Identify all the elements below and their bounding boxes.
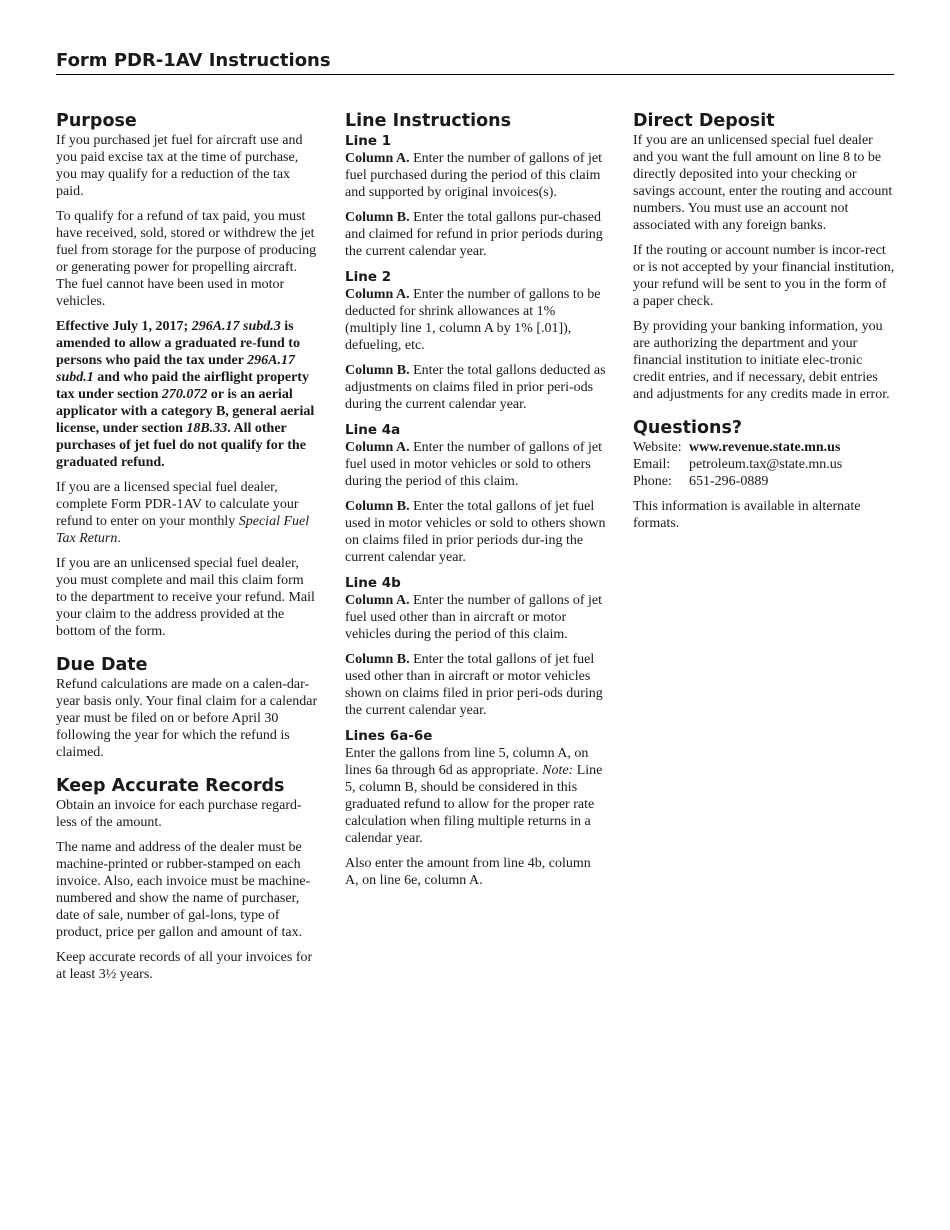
line-4a-column-b-text: Enter the total gallons of jet fuel used in motor vehicles or sold to others shown on claims filed in prior periods dur-ing the current calendar year.: [345, 499, 606, 565]
phone-number: 651-296-0889: [689, 474, 769, 489]
questions-section: [633, 417, 895, 532]
lines-6-paragraph-1: [345, 745, 607, 847]
line-4a-column-a-text: Enter the number of gallons of jet fuel used in motor vehicles or sold to others during the period of this claim.: [345, 440, 603, 489]
column-a-label: Column A.: [345, 593, 410, 608]
return-name: Special Fuel Tax Return: [56, 514, 310, 546]
p3-text-1: Effective July 1, 2017;: [56, 319, 192, 334]
column-right: [633, 110, 895, 546]
website-row: [633, 439, 895, 456]
line-2-column-a-text: Enter the number of gallons to be deducted for shrink allowances at 1% (multiply line 1, column A by 1% [.01]), defueling, etc.: [345, 287, 601, 353]
line-instructions-heading: Line Instructions: [345, 111, 512, 131]
p3-text-2: is amended to allow a graduated re-fund to persons who paid the tax under: [56, 319, 300, 368]
purpose-section: [56, 110, 318, 640]
column-b-label: Column B.: [345, 652, 410, 667]
email-label: Email:: [633, 457, 671, 472]
line-1-section: [345, 132, 607, 260]
records-section: [56, 775, 318, 983]
lines-6-text-2: Line 5, column B, should be considered in this graduated refund to allow for the proper rate calculation when filing multiple returns in a calendar year.: [345, 763, 603, 846]
due-date-section: [56, 654, 318, 761]
line-2-column-b: [345, 362, 607, 413]
line-4b-column-b-text: Enter the total gallons of jet fuel used other than in aircraft or motor vehicles shown on claims filed in prior peri-ods during the current calendar year.: [345, 652, 603, 718]
purpose-paragraph-4: [56, 479, 318, 547]
line-2-column-a: [345, 286, 607, 354]
p3-text-3: and who paid the airflight property tax under section: [56, 370, 309, 402]
p3-text-5: . All other purchases of jet fuel do not qualify for the graduated refund.: [56, 421, 306, 470]
column-b-label: Column B.: [345, 210, 410, 225]
column-middle: [345, 110, 607, 897]
direct-deposit-paragraph-2: If the routing or account number is incor-rect or is not accepted by your financial institution, your refund will be sent to you in the form of a paper check.: [633, 243, 895, 309]
purpose-paragraph-2: To qualify for a refund of tax paid, you must have received, sold, stored or withdrew the jet fuel from storage for the purpose of producing or generating power for propelling aircraft. The fuel cannot have been used in motor vehicles.: [56, 209, 317, 309]
line-1-column-a: [345, 150, 607, 201]
direct-deposit-heading: Direct Deposit: [633, 111, 775, 131]
records-paragraph-2: The name and address of the dealer must be machine-printed or rubber-stamped on each invoice. Also, each invoice must be machine-numbered and show the name of purchaser, date of sale, number of gal-lons, type of product, price per gallon and amount of tax.: [56, 840, 311, 940]
purpose-paragraph-5: If you are an unlicensed special fuel dealer, you must complete and mail this claim form to the department to receive your refund. Mail your claim to the address provided at the bottom of the form.: [56, 556, 315, 639]
direct-deposit-paragraph-3: By providing your banking information, you are authorizing the department and your financial institution to initiate elec-tronic credit entries, and if necessary, debit entries and adjustments for any credits made in error.: [633, 319, 890, 402]
website-label: Website:: [633, 440, 682, 455]
line-1-heading: Line 1: [345, 133, 392, 149]
statute-ref-1: 296A.17 subd.3: [191, 319, 281, 334]
line-1-column-b-text: Enter the total gallons pur-chased and claimed for refund in prior periods during the current calendar year.: [345, 210, 603, 259]
phone-row: [633, 473, 895, 490]
line-4b-column-b: [345, 651, 607, 719]
purpose-paragraph-1: If you purchased jet fuel for aircraft use and you paid excise tax at the time of purchase, you may qualify for a reduction of the tax paid.: [56, 133, 303, 199]
purpose-paragraph-3: [56, 318, 318, 471]
due-date-heading: Due Date: [56, 655, 148, 675]
column-b-label: Column B.: [345, 363, 410, 378]
p3-text-4: or is an aerial applicator with a category B, general aerial license, under section: [56, 387, 315, 436]
line-4b-column-a-text: Enter the number of gallons of jet fuel used other than in aircraft or motor vehicles during the period of this claim.: [345, 593, 603, 642]
line-2-heading: Line 2: [345, 269, 392, 285]
column-a-label: Column A.: [345, 440, 410, 455]
column-a-label: Column A.: [345, 151, 410, 166]
line-1-column-b: [345, 209, 607, 260]
due-date-paragraph: Refund calculations are made on a calen-dar-year basis only. Your final claim for a calendar year must be filed on or before April 30 following the year for which the refund is claimed.: [56, 677, 318, 760]
records-paragraph-1: Obtain an invoice for each purchase regard-less of the amount.: [56, 798, 302, 830]
column-left: [56, 110, 318, 997]
direct-deposit-paragraph-1: If you are an unlicensed special fuel dealer and you want the full amount on line 8 to be directly deposited into your checking or savings account, enter the routing and account numbers. You must use an account not associated with any foreign banks.: [633, 133, 893, 233]
statute-ref-3: 270.072: [161, 387, 208, 402]
lines-6-text-1: Enter the gallons from line 5, column A, on lines 6a through 6d as appropriate.: [345, 746, 589, 778]
purpose-heading: Purpose: [56, 111, 137, 131]
records-paragraph-3: Keep accurate records of all your invoices for at least 3½ years.: [56, 950, 313, 982]
lines-6-paragraph-2: Also enter the amount from line 4b, column A, on line 6e, column A.: [345, 856, 591, 888]
line-4b-column-a: [345, 592, 607, 643]
line-1-column-a-text: Enter the number of gallons of jet fuel purchased during the period of this claim and supported by original invoices(s).: [345, 151, 603, 200]
direct-deposit-section: [633, 110, 895, 403]
line-2-section: [345, 268, 607, 413]
column-b-label: Column B.: [345, 499, 410, 514]
page-header: [56, 50, 894, 75]
line-4b-section: [345, 574, 607, 719]
alternate-formats-note: This information is available in alternate formats.: [633, 499, 861, 531]
line-4a-heading: Line 4a: [345, 422, 401, 438]
p4-text-1: If you are a licensed special fuel dealer, complete Form PDR-1AV to calculate your refund to enter on your monthly: [56, 480, 299, 529]
lines-6-heading: Lines 6a-6e: [345, 728, 433, 744]
email-row: [633, 456, 895, 473]
email-link[interactable]: petroleum.tax@state.mn.us: [689, 457, 843, 472]
records-heading: Keep Accurate Records: [56, 776, 285, 796]
line-4a-column-b: [345, 498, 607, 566]
line-4b-heading: Line 4b: [345, 575, 401, 591]
line-4a-column-a: [345, 439, 607, 490]
statute-ref-2: 296A.17 subd.1: [56, 353, 295, 385]
line-4a-section: [345, 421, 607, 566]
note-label: Note:: [542, 763, 574, 778]
statute-ref-4: 18B.33: [186, 421, 228, 436]
website-link[interactable]: www.revenue.state.mn.us: [689, 440, 841, 455]
page-title: Form PDR-1AV Instructions: [56, 50, 331, 71]
line-2-column-b-text: Enter the total gallons deducted as adjustments on claims filed in prior peri-ods during the current calendar year.: [345, 363, 606, 412]
p4-text-2: .: [117, 531, 121, 546]
lines-6-section: [345, 727, 607, 889]
column-a-label: Column A.: [345, 287, 410, 302]
phone-label: Phone:: [633, 474, 672, 489]
questions-heading: Questions?: [633, 418, 743, 438]
